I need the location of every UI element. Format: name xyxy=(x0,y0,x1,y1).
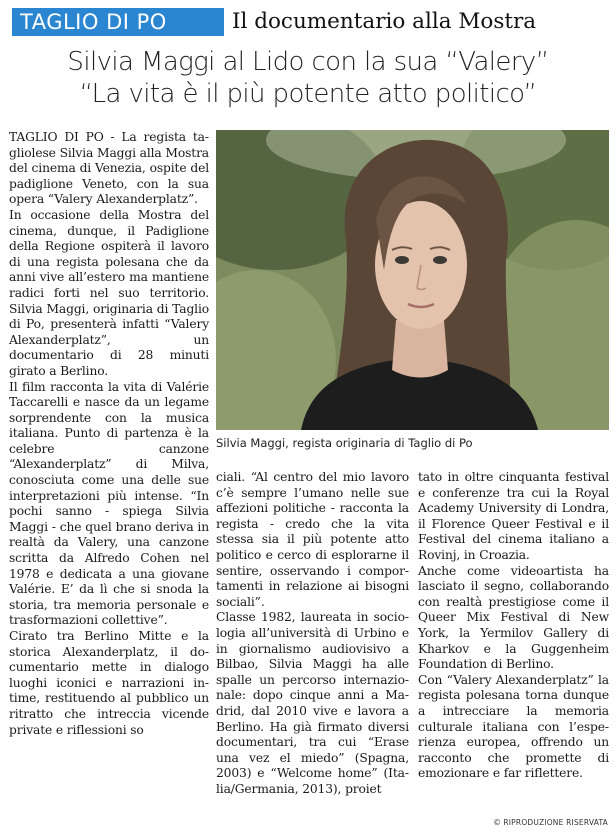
headline xyxy=(0,46,616,110)
paragraph: TAGLIO DI PO - La regista tagliolese Silvia Maggi alla Mostra del cinema di Venezia, ospite del padiglione Veneto, con la sua opera “Valery Alexanderplatz”. xyxy=(9,130,209,207)
paragraph: Il film racconta la vita di Valérie Taccarelli e nasce da un legame sorprendente con la musica italiana. Punto di partenza è la celebre canzone “Alexanderplatz” di Milva, conosciuta come una delle sue interpretazioni più intense. “In pochi sanno - spiega Silvia Maggi - che quel brano deriva in realtà da Valery, una canzone scritta da Alfredo Cohen nel 1978 e dedicata a una giovane Valérie. E’ da lì che si snoda la storia, tra memoria personale e trasformazioni collettive”. xyxy=(9,379,209,628)
article-column-3 xyxy=(418,470,609,810)
paragraph: Cirato tra Berlino Mitte e la storica Alexanderplatz, il documentario mette in dialogo luoghi iconici e narrazioni intime, restituendo al pubblico un ritratto che intreccia vicende private e riflessioni so xyxy=(9,629,209,737)
portrait-illustration xyxy=(216,130,609,430)
copyright-icon: © xyxy=(493,818,502,827)
article-column-2 xyxy=(216,470,409,830)
article-column-1 xyxy=(9,130,209,836)
paragraph: ciali. “Al centro del mio lavoro c’è sempre l’umano nelle sue affezioni politiche - racconta la regista - credo che la vita stessa sia il più potente atto politico e cerco di esplorarne il sentire, osservando i comportamenti in relazione ai bisogni sociali”. xyxy=(216,470,409,609)
copyright-credit xyxy=(493,818,608,827)
credit-text: RIPRODUZIONE RISERVATA xyxy=(503,818,608,827)
headline-line-2: “La vita è il più potente atto politico” xyxy=(79,79,537,109)
section-title: Il documentario alla Mostra xyxy=(232,9,537,34)
paragraph: In occasione della Mostra del cinema, dunque, il Padiglione della Regione ospiterà il lavoro di una regista polesana che da anni vive all’estero ma mantiene radici forti nel suo territorio. Silvia Maggi, originaria di Taglio di Po, presenterà infatti “Valery Alexanderplatz”, un documentario di 28 minuti girato a Berlino. xyxy=(9,207,209,378)
paragraph: tato in oltre cinquanta festival e conferenze tra cui la Royal Academy University di Londra, il Florence Queer Festival e il Festival del cinema italiano a Rovinj, in Croazia. xyxy=(418,470,609,562)
headline-line-1: Silvia Maggi al Lido con la sua “Valery” xyxy=(67,47,549,77)
section-kicker: TAGLIO DI PO xyxy=(12,8,224,36)
paragraph: Con “Valery Alexanderplatz” la regista polesana torna dunque a intrecciare la memoria culturale italiana con l’esperienza europea, offrendo un racconto che promette di emozionare e far riflettere. xyxy=(418,672,609,781)
kicker-row xyxy=(8,8,608,38)
paragraph: Classe 1982, laureata in sociologia all’università di Urbino e in giornalismo audiovisivo a Bilbao, Silvia Maggi ha alle spalle un percorso internazionale: dopo cinque anni a Madrid, dal 2010 vive e lavora a Berlino. Ha già firmato diversi documentari, tra cui “Erase una vez el miedo” (Spagna, 2003) e “Welcome home” (Italia/Germania, 2013), proiet xyxy=(216,610,409,796)
paragraph: Anche come videoartista ha lasciato il segno, collaborando con realtà prestigiose come il Queer Mix Festival di New York, la Yermilov Gallery di Kharkov e la Guggenheim Foundation di Berlino. xyxy=(418,563,609,672)
portrait-photo xyxy=(216,130,609,430)
photo-caption: Silvia Maggi, regista originaria di Taglio di Po xyxy=(216,436,473,450)
